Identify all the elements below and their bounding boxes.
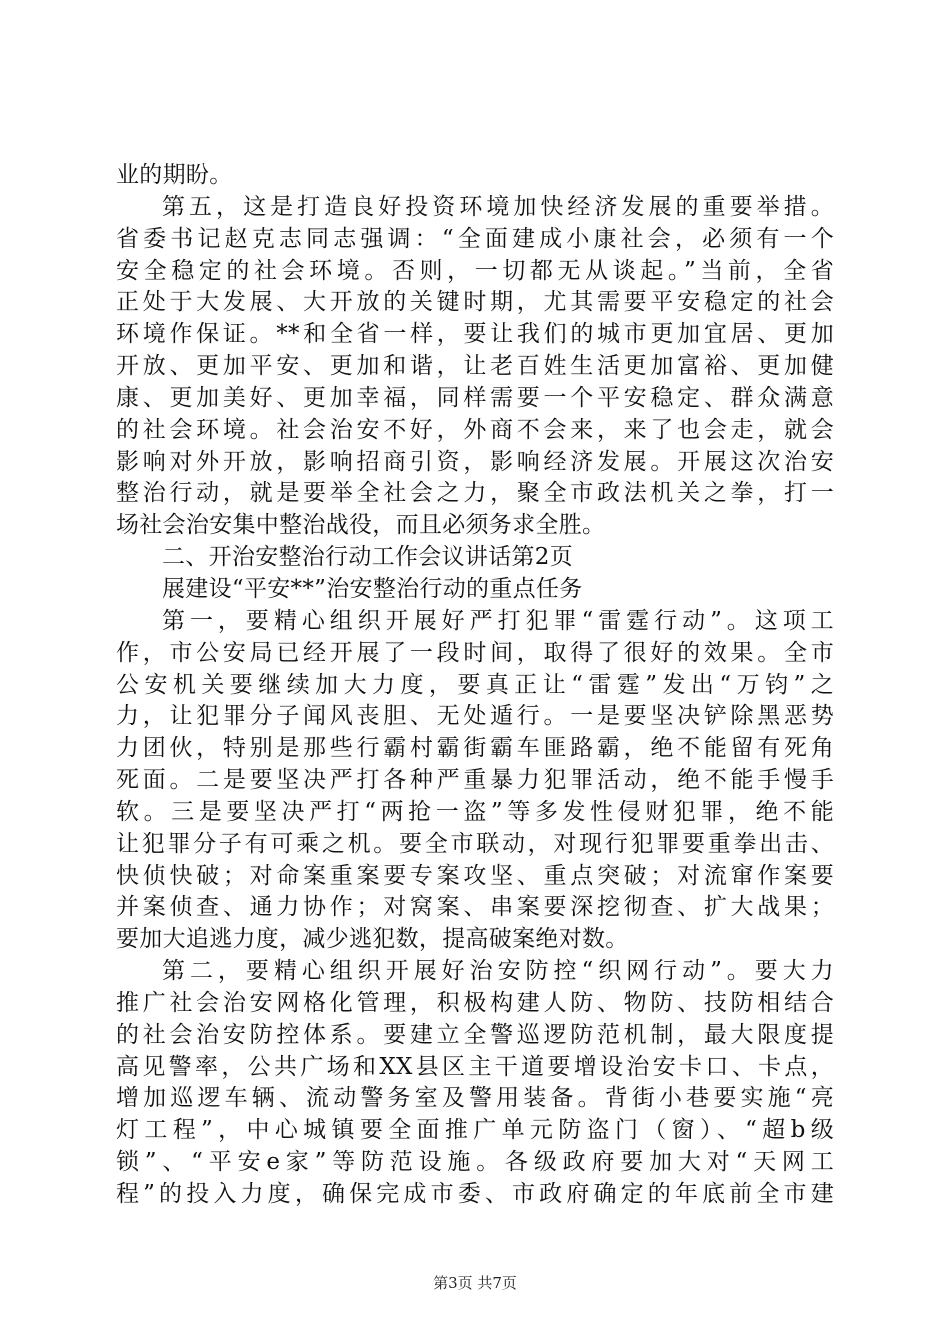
text-line: 力，让犯罪分子闻风丧胆、无处遁行。一是要坚决铲除黑恶势 xyxy=(116,703,834,730)
section-heading-line: 展建设“平安**”治安整治行动的重点任务 xyxy=(162,575,583,602)
document-body xyxy=(116,160,834,1211)
section-heading-line: 二、开治安整治行动工作会议讲话第2页 xyxy=(162,544,574,571)
text-line: 程”的投入力度，确保完成市委、市政府确定的年底前全市建 xyxy=(116,1181,834,1207)
text-line: 锁”、“平安e家”等防范设施。各级政府要加大对“天网工 xyxy=(116,1149,834,1176)
text-line: 力团伙，特别是那些行霸村霸街霸车匪路霸，绝不能留有死角 xyxy=(116,735,834,762)
text-line: 并案侦查、通力协作；对窝案、串案要深挖彻查、扩大战果； xyxy=(116,894,834,921)
text-line: 的社会环境。社会治安不好，外商不会来，来了也会走，就会 xyxy=(116,416,834,443)
text-line: 灯工程”，中心城镇要全面推广单元防盗门（窗）、“超b级 xyxy=(116,1117,834,1144)
text-line: 的社会治安防控体系。要建立全警巡逻防范机制，最大限度提 xyxy=(116,1021,834,1048)
text-line: 正处于大发展、大开放的关键时期，尤其需要平安稳定的社会 xyxy=(116,289,834,316)
text-line: 省委书记赵克志同志强调：“全面建成小康社会，必须有一个 xyxy=(116,225,834,252)
text-line: 让犯罪分子有可乘之机。要全市联动，对现行犯罪要重拳出击、 xyxy=(116,830,834,857)
paragraph-start-line: 第一，要精心组织开展好严打犯罪“雷霆行动”。这项工 xyxy=(162,607,834,634)
text-line: 整治行动，就是要举全社会之力，聚全市政法机关之拳，打一 xyxy=(116,480,834,507)
text-line: 增加巡逻车辆、流动警务室及警用装备。背街小巷要实施“亮 xyxy=(116,1085,834,1112)
text-line: 推广社会治安网格化管理，积极构建人防、物防、技防相结合 xyxy=(116,989,834,1016)
text-line: 康、更加美好、更加幸福，同样需要一个平安稳定、群众满意 xyxy=(116,384,834,411)
text-line: 软。三是要坚决严打“两抢一盗”等多发性侵财犯罪，绝不能 xyxy=(116,798,834,825)
text-line: 安全稳定的社会环境。否则，一切都无从谈起。”当前，全省 xyxy=(116,257,834,284)
text-line: 开放、更加平安、更加和谐，让老百姓生活更加富裕、更加健 xyxy=(116,353,834,380)
text-line: 公安机关要继续加大力度，要真正让“雷霆”发出“万钧”之 xyxy=(116,671,834,698)
text-line: 影响对外开放，影响招商引资，影响经济发展。开展这次治安 xyxy=(116,448,834,475)
page-number-footer: 第3页 共7页 xyxy=(433,1274,517,1292)
text-line: 场社会治安集中整治战役，而且必须务求全胜。 xyxy=(116,512,606,539)
text-line: 环境作保证。**和全省一样，要让我们的城市更加宜居、更加 xyxy=(116,321,834,348)
paragraph-start-line: 第二，要精心组织开展好治安防控“织网行动”。要大力 xyxy=(162,958,834,985)
text-line: 作，市公安局已经开展了一段时间，取得了很好的效果。全市 xyxy=(116,639,834,666)
text-line: 业的期盼。 xyxy=(116,162,233,188)
text-line: 高见警率，公共广场和XX县区主干道要增设治安卡口、卡点， xyxy=(116,1053,834,1080)
text-line: 要加大追逃力度，减少逃犯数，提高破案绝对数。 xyxy=(116,926,629,953)
text-line: 快侦快破；对命案重案要专案攻坚、重点突破；对流窜作案要 xyxy=(116,862,834,889)
text-line: 死面。二是要坚决严打各种严重暴力犯罪活动，绝不能手慢手 xyxy=(116,767,834,794)
paragraph-start-line: 第五，这是打造良好投资环境加快经济发展的重要举措。 xyxy=(162,193,834,220)
